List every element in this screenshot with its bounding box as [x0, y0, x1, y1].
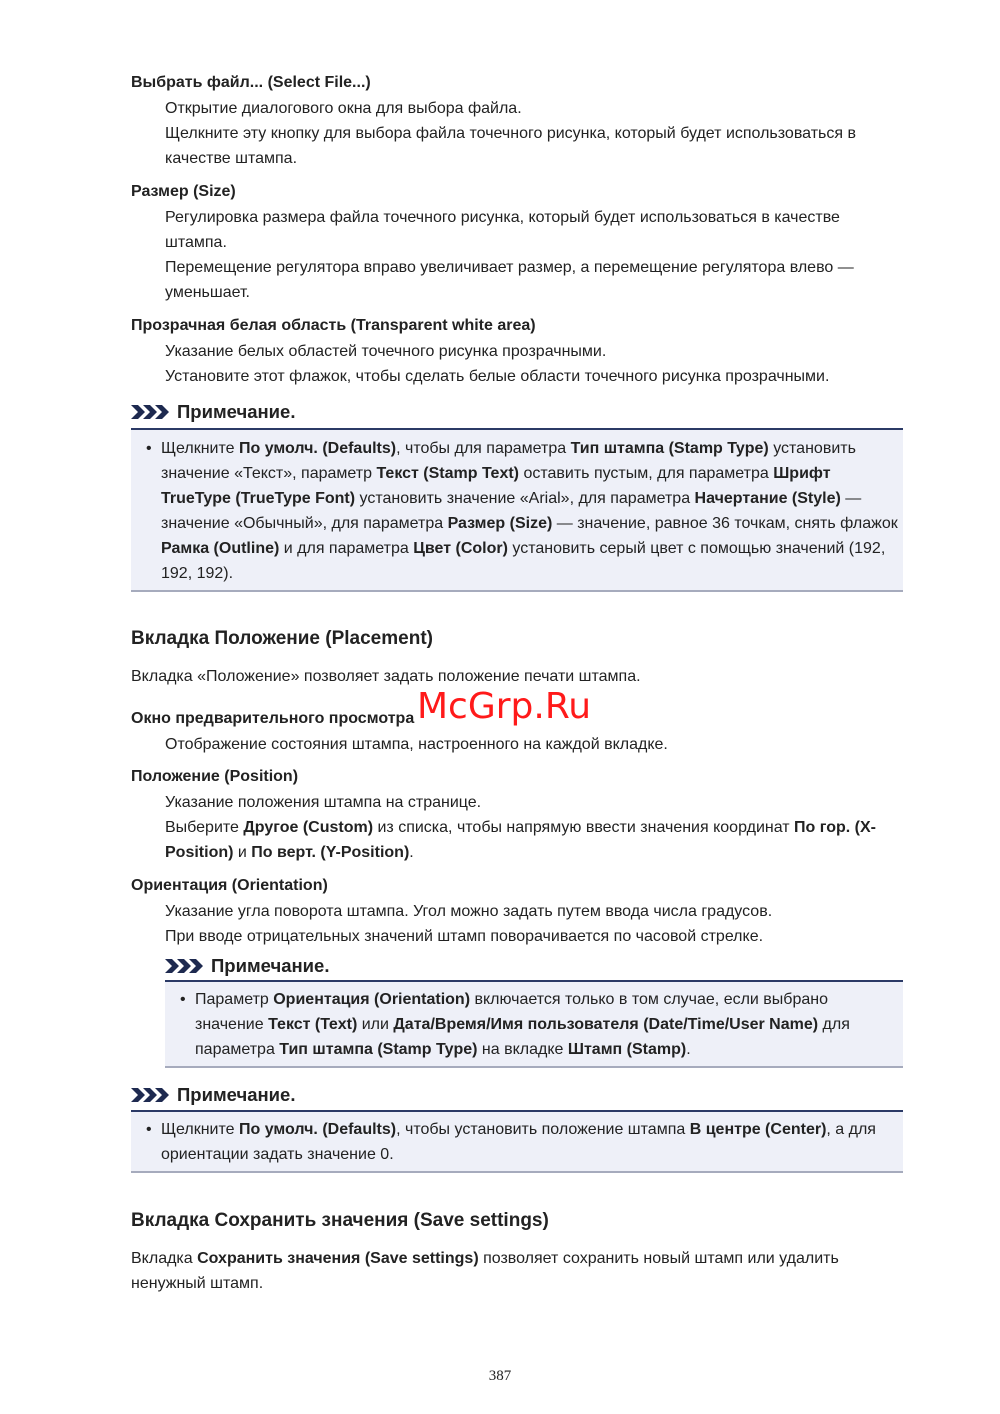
section-heading-placement: Вкладка Положение (Placement) [131, 628, 433, 649]
bullet: • [146, 1121, 152, 1138]
term-select-file: Выбрать файл... (Select File...) [131, 74, 371, 91]
term-position: Положение (Position) [131, 768, 299, 785]
page-number: 387 [488, 1368, 512, 1384]
term-orientation: Ориентация (Orientation) [131, 877, 328, 894]
desc-select-file-2: Щелкните эту кнопку для выбора файла точечного рисунка, который будет использоваться в качестве штампа. [165, 125, 856, 167]
desc-position-2: Выберите Другое (Custom) из списка, чтобы напрямую ввести значения координат По гор. (X-Position) и По верт. (Y-Position). [165, 819, 876, 861]
note-heading [131, 400, 296, 424]
note-text: Щелкните По умолч. (Defaults), чтобы для параметра Тип штампа (Stamp Type) установить значение «Текст», параметр Текст (Stamp Text) оставить пустым, для параметра Шрифт TrueType (TrueType Font) установить значение «Arial», для параметра Начертание (Style) — значение «Обычный», для параметра Размер (Size) — значение, равное 36 точкам, снять флажок Рамка (Outline) и для параметра Цвет (Color) установить серый цвет с помощью значений (192, 192, 192). [161, 440, 898, 582]
desc-select-file-1: Открытие диалогового окна для выбора файла. [165, 100, 522, 117]
note-arrows-icon [131, 405, 171, 419]
note-arrows-icon [131, 1088, 171, 1102]
note-box [131, 428, 903, 592]
desc-orientation-1: Указание угла поворота штампа. Угол можно задать путем ввода числа градусов. [165, 903, 773, 920]
save-intro: Вкладка Сохранить значения (Save settings) позволяет сохранить новый штамп или удалить ненужный штамп. [131, 1250, 839, 1292]
watermark: McGrp.Ru [417, 686, 592, 727]
desc-transparent-2: Установите этот флажок, чтобы сделать белые области точечного рисунка прозрачными. [165, 368, 830, 385]
note-text: Щелкните По умолч. (Defaults), чтобы установить положение штампа В центре (Center), а для ориентации задать значение 0. [161, 1121, 876, 1163]
note-label: Примечание. [211, 955, 330, 976]
desc-position-1: Указание положения штампа на странице. [165, 794, 482, 811]
term-transparent: Прозрачная белая область (Transparent white area) [131, 317, 536, 334]
section-heading-save: Вкладка Сохранить значения (Save settings) [131, 1210, 549, 1231]
inner-note-heading [165, 954, 330, 978]
desc-size-2: Перемещение регулятора вправо увеличивает размер, а перемещение регулятора влево — уменьшает. [165, 259, 854, 301]
note2-heading [131, 1083, 296, 1107]
bullet: • [146, 440, 152, 457]
desc-transparent-1: Указание белых областей точечного рисунка прозрачными. [165, 343, 607, 360]
placement-intro: Вкладка «Положение» позволяет задать положение печати штампа. [131, 668, 641, 685]
desc-size-1: Регулировка размера файла точечного рисунка, который будет использоваться в качестве штампа. [165, 209, 840, 251]
term-preview: Окно предварительного просмотра [131, 710, 415, 727]
desc-orientation-2: При вводе отрицательных значений штамп поворачивается по часовой стрелке. [165, 928, 764, 945]
desc-preview-1: Отображение состояния штампа, настроенного на каждой вкладке. [165, 736, 668, 753]
note-label: Примечание. [177, 401, 296, 422]
note-label: Примечание. [177, 1084, 296, 1105]
note-arrows-icon [165, 959, 205, 973]
inner-note-box [165, 980, 903, 1068]
note2-box [131, 1110, 903, 1173]
term-size: Размер (Size) [131, 183, 236, 200]
bullet: • [180, 991, 186, 1008]
note-text: Параметр Ориентация (Orientation) включается только в том случае, если выбрано значение Текст (Text) или Дата/Время/Имя пользователя (Date/Time/User Name) для параметра Тип штампа (Stamp Type) на вкладке Штамп (Stamp). [195, 991, 850, 1058]
